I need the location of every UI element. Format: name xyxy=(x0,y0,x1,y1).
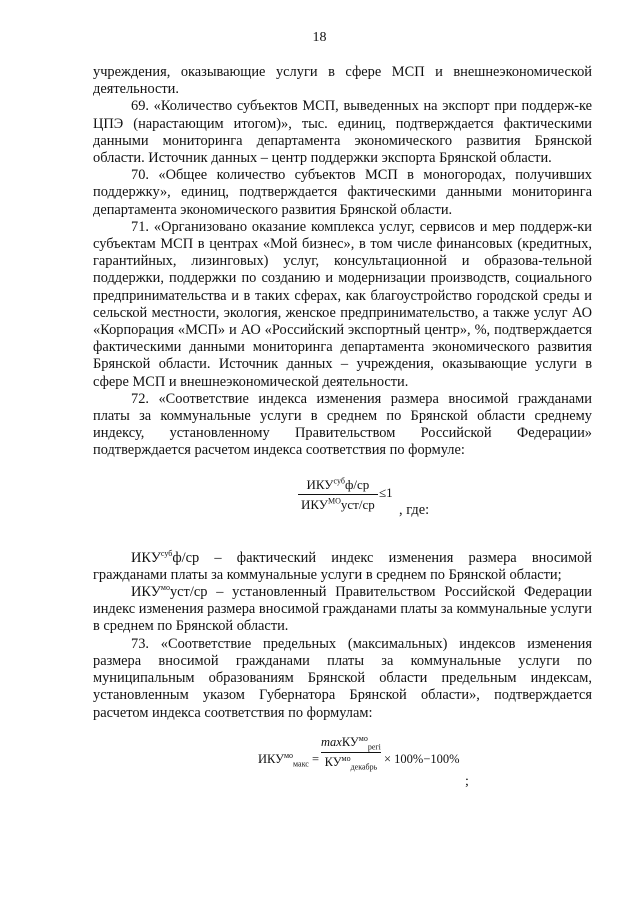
page-number: 18 xyxy=(312,30,327,45)
formula2-multiplier: × 100%−100% xyxy=(384,751,460,766)
formula-fraction xyxy=(298,476,378,513)
formula-suffix: , где: xyxy=(399,501,430,518)
formula-denominator: $ИКУ^{МО}уст/ср$ xyxy=(301,496,375,512)
formula-index-compliance xyxy=(93,470,592,530)
paragraph-continuation: учреждения, оказывающие услуги в сфере МСП и внешнеэкономической деятельности. xyxy=(93,64,592,98)
formula2-fraction xyxy=(321,734,381,771)
formula-relation: ≤1 xyxy=(379,484,393,500)
formula2-numerator: maxКУ$^{мо}_{регі}$ xyxy=(321,733,381,752)
formula2-denominator: $КУ^{мо}_{декабрь}$ xyxy=(324,753,378,772)
document-body xyxy=(93,64,592,794)
paragraph-69: 69. «Количество субъектов МСП, выведенных на экспорт при поддерж-ке ЦПЭ (нарастающим итогом)», тыс. единиц, подтверждается фактическими данными мониторинга департамента экономического развития Брянской области. Источник данных – центр поддержки экспорта Брянской области. xyxy=(93,98,592,167)
fraction-bar xyxy=(298,494,378,495)
formula-numerator: $ИКУ^{суб}ф/ср$ xyxy=(306,476,370,492)
paragraph-70: 70. «Общее количество субъектов МСП в моногородах, получивших поддержку», единиц, подтверждается фактическими данными мониторинга департамента экономического развития Брянской области. xyxy=(93,167,592,218)
formula2-lhs: $ИКУ^{мо}_{макс}$ = xyxy=(258,750,320,769)
paragraph-73: 73. «Соответствие предельных (максимальных) индексов изменения размера вносимой гражданами платы за коммунальные услуги по муниципальным образованиям Брянской области предельным индексам, установленным указом Губернатора Брянской области», подтверждается расчетом индекса соответствия по формулам: xyxy=(93,635,592,721)
definition-actual-index: $ИКУ^{суб}ф/ср$ – фактический индекс изменения размера вносимой гражданами платы за коммунальные услуги в среднем по Брянской области; xyxy=(93,548,592,583)
formula-max-index xyxy=(93,734,592,794)
paragraph-72: 72. «Соответствие индекса изменения размера вносимой гражданами платы за коммунальные услуги в среднем по Брянской области среднему индексу, установленному Правительством Российской Федерации» подтверждается расчетом индекса соответствия по формуле: xyxy=(93,390,592,459)
paragraph-71: 71. «Организовано оказание комплекса услуг, сервисов и мер поддерж-ки субъектам МСП в центрах «Мой бизнес», в том числе финансовых (кредитных, гарантийных, лизинговых) услуг, консультационной и образова-тельной поддержки, поддержки по созданию и модернизации производств, социального предпринимательства и в таких сферах, как благоустройство городской среды и сельской местности, экология, женское предпринимательство, а также услуг АО «Корпорация «МСП» и АО «Российский экспортный центр», %, подтверждается фактическими данными мониторинга департамента экономического развития Брянской области. Источник данных – учреждения, оказывающие услуги в сфере МСП и внешнеэкономической деятельности. xyxy=(93,218,592,390)
definition-established-index: $ИКУ^{мо}уст/ср$ – установленный Правительством Российской Федерации индекс изменения размера вносимой гражданами платы за коммунальные услуги в среднем по Брянской области. xyxy=(93,583,592,635)
fraction-bar xyxy=(321,752,381,753)
formula2-end: ; xyxy=(465,773,469,789)
